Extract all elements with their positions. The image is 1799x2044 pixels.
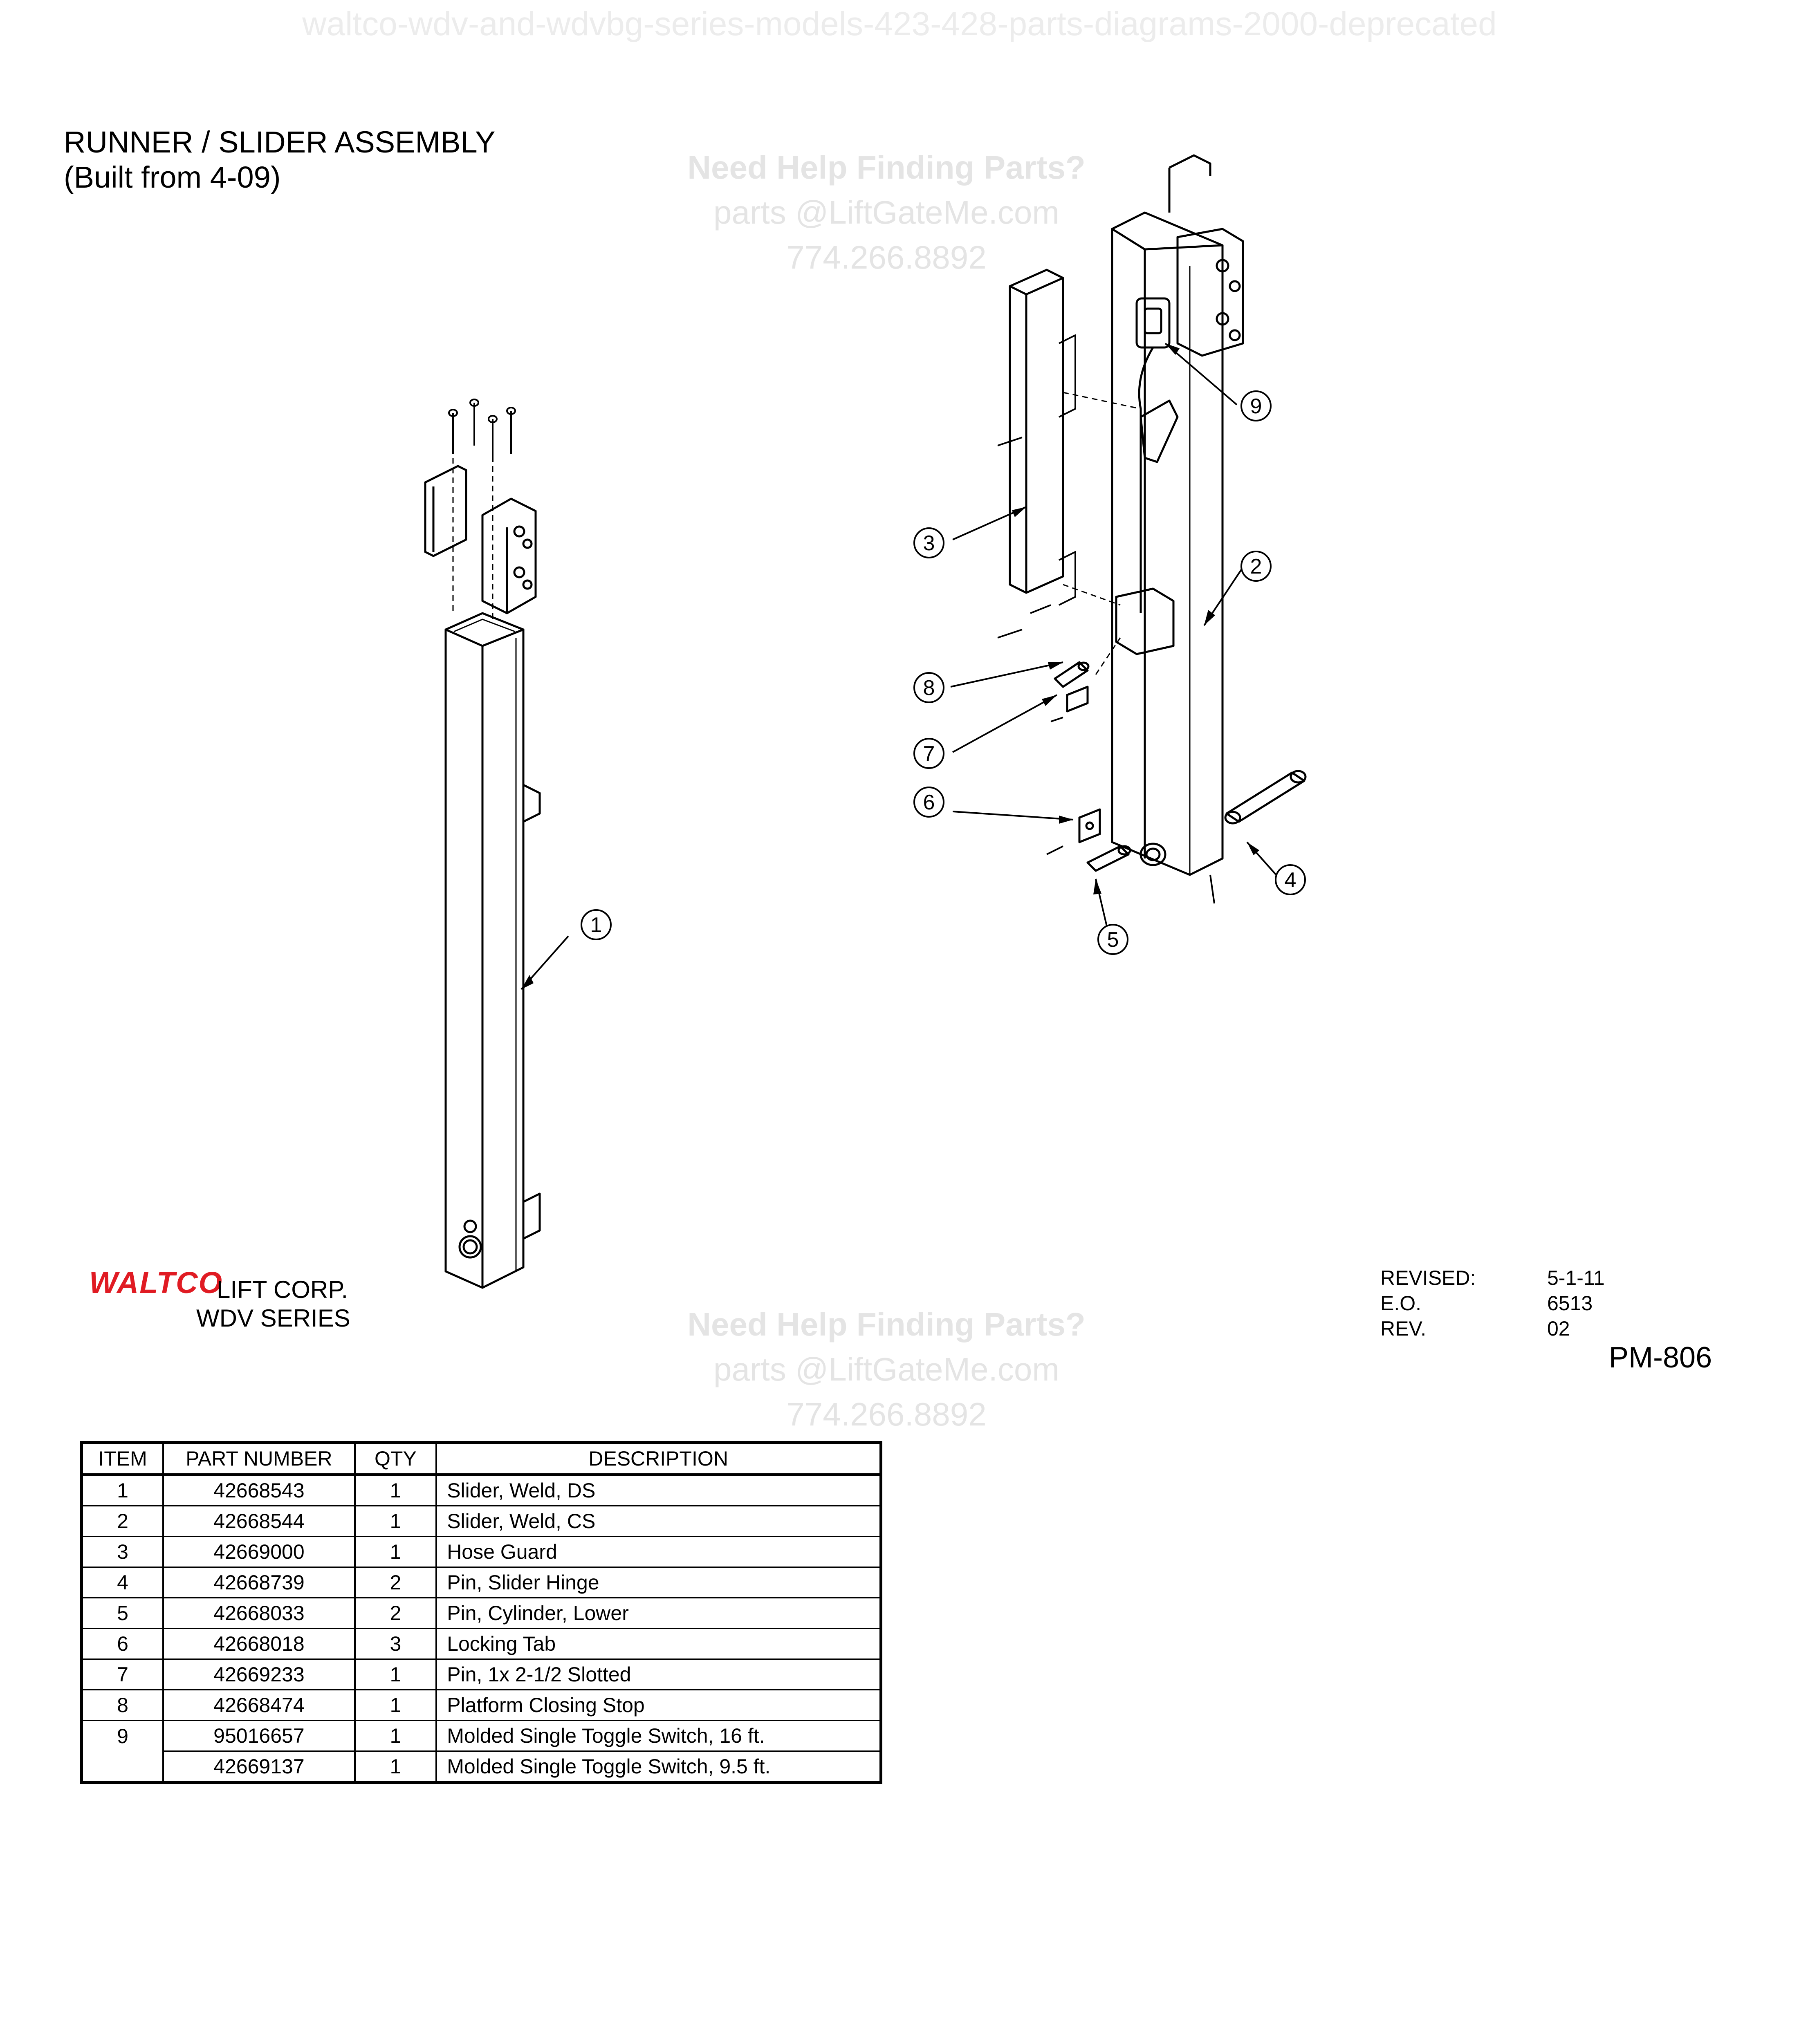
cell-qty: 1	[355, 1721, 437, 1751]
locking-tab-drawing	[1079, 809, 1100, 842]
help-overlay-bottom	[580, 1302, 1193, 1437]
cell-part-number: 42669000	[163, 1537, 355, 1567]
slider-cs-drawing	[1112, 155, 1243, 903]
cell-qty: 2	[355, 1598, 437, 1629]
help-heading: Need Help Finding Parts?	[687, 149, 1086, 186]
cell-qty: 1	[355, 1690, 437, 1721]
cell-part-number: 42668033	[163, 1598, 355, 1629]
table-row	[82, 1751, 881, 1783]
cell-part-number: 42669233	[163, 1659, 355, 1690]
table-row	[82, 1506, 881, 1537]
cell-description: Platform Closing Stop	[436, 1690, 881, 1721]
eo-value: 6513	[1547, 1292, 1593, 1315]
cell-description: Molded Single Toggle Switch, 9.5 ft.	[436, 1751, 881, 1783]
cell-part-number: 42668018	[163, 1629, 355, 1659]
cell-qty: 1	[355, 1751, 437, 1783]
help-email-2: parts @LiftGateMe.com	[713, 1351, 1059, 1387]
table-row	[82, 1475, 881, 1506]
document-watermark: waltco-wdv-and-wdvbg-series-models-423-428-parts-diagrams-2000-deprecated	[302, 5, 1497, 43]
cell-part-number: 42668474	[163, 1690, 355, 1721]
slotted-pin-drawing	[1055, 662, 1088, 687]
table-row	[82, 1659, 881, 1690]
header-item: ITEM	[82, 1443, 164, 1475]
cell-part-number: 42668544	[163, 1506, 355, 1537]
cell-qty: 1	[355, 1659, 437, 1690]
header-part-number: PART NUMBER	[163, 1443, 355, 1475]
header-description: DESCRIPTION	[436, 1443, 881, 1475]
table-row	[82, 1598, 881, 1629]
closing-stop-drawing	[1067, 687, 1088, 711]
cell-description: Molded Single Toggle Switch, 16 ft.	[436, 1721, 881, 1751]
waltco-logo: WALTCO	[89, 1266, 223, 1300]
table-row	[82, 1567, 881, 1598]
cell-part-number: 42668739	[163, 1567, 355, 1598]
table-row	[82, 1537, 881, 1567]
cell-item: 2	[82, 1506, 164, 1537]
hardware-drawing	[998, 392, 1141, 854]
cell-part-number: 42668543	[163, 1475, 355, 1506]
cell-description: Slider, Weld, DS	[436, 1475, 881, 1506]
cell-qty: 1	[355, 1475, 437, 1506]
callout-5: 5	[1107, 928, 1119, 952]
cylinder-pin-drawing	[1088, 846, 1130, 871]
callout-4: 4	[1284, 868, 1297, 892]
cell-qty: 1	[355, 1506, 437, 1537]
callout-9: 9	[1250, 394, 1262, 418]
header-qty: QTY	[355, 1443, 437, 1475]
help-heading-2: Need Help Finding Parts?	[687, 1306, 1086, 1342]
rev-value: 02	[1547, 1317, 1570, 1340]
cell-part-number: 42669137	[163, 1751, 355, 1783]
help-email: parts @LiftGateMe.com	[713, 194, 1059, 231]
series-name: WDV SERIES	[196, 1304, 350, 1332]
table-row	[82, 1721, 881, 1751]
logo-suffix: LIFT CORP.	[217, 1276, 348, 1303]
cell-description: Locking Tab	[436, 1629, 881, 1659]
cell-item: 5	[82, 1598, 164, 1629]
cell-item: 3	[82, 1537, 164, 1567]
rev-label: REV.	[1380, 1317, 1427, 1340]
cell-item: 9	[82, 1721, 164, 1751]
cell-item: 6	[82, 1629, 164, 1659]
callout-6: 6	[923, 791, 935, 814]
cell-qty: 1	[355, 1537, 437, 1567]
help-phone-2: 774.266.8892	[786, 1396, 987, 1432]
parts-table	[80, 1441, 882, 1784]
revision-block	[1380, 1265, 1605, 1341]
table-row	[82, 1690, 881, 1721]
table-row	[82, 1629, 881, 1659]
cell-item	[82, 1751, 164, 1783]
title-line-2: (Built from 4-09)	[64, 160, 281, 194]
slider-hinge-pin-drawing	[1225, 771, 1306, 823]
revised-label: REVISED:	[1380, 1266, 1476, 1289]
callout-7: 7	[923, 742, 935, 766]
cell-qty: 2	[355, 1567, 437, 1598]
cell-item: 8	[82, 1690, 164, 1721]
cell-part-number: 95016657	[163, 1721, 355, 1751]
cell-description: Pin, Slider Hinge	[436, 1567, 881, 1598]
help-phone: 774.266.8892	[786, 239, 987, 276]
revised-value: 5-1-11	[1547, 1266, 1605, 1289]
callout-2: 2	[1250, 555, 1262, 578]
table-header-row	[82, 1443, 881, 1475]
callout-1: 1	[590, 913, 602, 937]
cell-item: 4	[82, 1567, 164, 1598]
cell-qty: 3	[355, 1629, 437, 1659]
cell-description: Slider, Weld, CS	[436, 1506, 881, 1537]
cell-description: Pin, 1x 2-1/2 Slotted	[436, 1659, 881, 1690]
slider-ds-drawing	[425, 399, 540, 1288]
eo-label: E.O.	[1380, 1292, 1422, 1315]
cell-item: 7	[82, 1659, 164, 1690]
cell-item: 1	[82, 1475, 164, 1506]
callout-8: 8	[923, 676, 935, 700]
cell-description: Pin, Cylinder, Lower	[436, 1598, 881, 1629]
leader-arrowheads	[521, 343, 1259, 989]
callout-3: 3	[923, 531, 935, 555]
cell-description: Hose Guard	[436, 1537, 881, 1567]
title-line-1: RUNNER / SLIDER ASSEMBLY	[64, 125, 496, 159]
page-code: PM-806	[1609, 1341, 1712, 1374]
